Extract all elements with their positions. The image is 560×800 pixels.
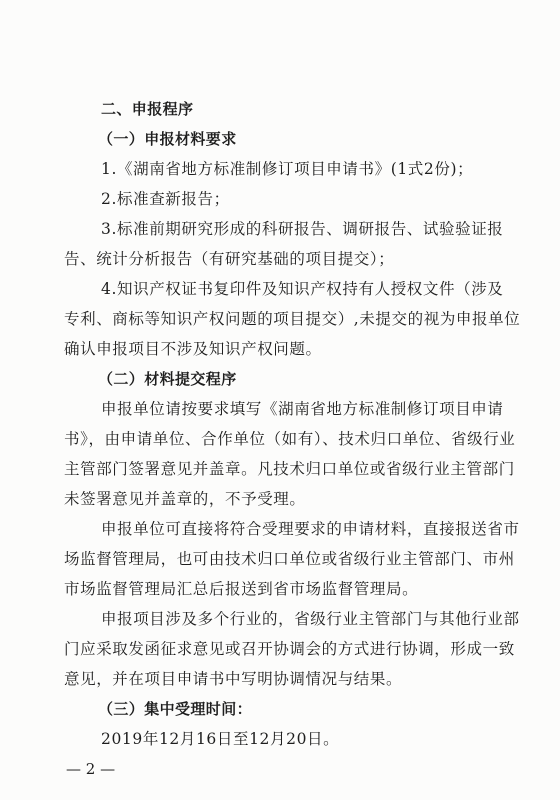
- paragraph-1-line-2: 书》，由申请单位、合作单位（如有）、技术归口单位、省级行业: [64, 430, 516, 448]
- paragraph-2-line-2: 场监督管理局，也可由技术归口单位或省级行业主管部门、市州: [64, 550, 515, 568]
- section-title: 二、申报程序: [101, 100, 194, 118]
- paragraph-3-line-1: 申报项目涉及多个行业的，省级行业主管部门与其他行业部: [101, 610, 520, 628]
- paragraph-1-line-1: 申报单位请按要求填写《湖南省地方标准制修订项目申请: [101, 400, 504, 418]
- subsection-title-submission: （二）材料提交程序: [98, 370, 237, 388]
- item-4-line-1: 4.知识产权证书复印件及知识产权持有人授权文件（涉及: [101, 280, 504, 298]
- item-3-line-1: 3.标准前期研究形成的科研报告、调研报告、试验验证报: [101, 220, 504, 238]
- item-2: 2.标准查新报告；: [101, 190, 230, 208]
- paragraph-1-line-3: 主管部门签署意见并盖章。凡技术归口单位或省级行业主管部门: [64, 460, 515, 478]
- item-1: 1.《湖南省地方标准制修订项目申请书》(1式2份)；: [101, 160, 474, 178]
- subsection-title-time: （三）集中受理时间：: [98, 700, 253, 718]
- page-number: — 2 —: [66, 760, 116, 778]
- item-3-line-2: 告、统计分析报告（有研究基础的项目提交）；: [64, 250, 395, 268]
- item-4-line-2: 专利、商标等知识产权问题的项目提交）,未提交的视为申报单位: [64, 310, 521, 328]
- paragraph-2-line-3: 市场监督管理局汇总后报送到省市场监督管理局。: [64, 580, 419, 598]
- paragraph-3-line-2: 门应采取发函征求意见或召开协调会的方式进行协调，形成一致: [64, 640, 515, 658]
- item-4-line-3: 确认申报项目不涉及知识产权问题。: [64, 340, 322, 358]
- paragraph-3-line-3: 意见，并在项目申请书中写明协调情况与结果。: [64, 670, 403, 688]
- paragraph-1-line-4: 未签署意见并盖章的，不予受理。: [64, 490, 306, 508]
- date-range: 2019年12月16日至12月20日。: [101, 730, 340, 748]
- subsection-title-materials: （一）申报材料要求: [98, 130, 237, 148]
- paragraph-2-line-1: 申报单位可直接将符合受理要求的申请材料，直接报送省市: [101, 520, 520, 538]
